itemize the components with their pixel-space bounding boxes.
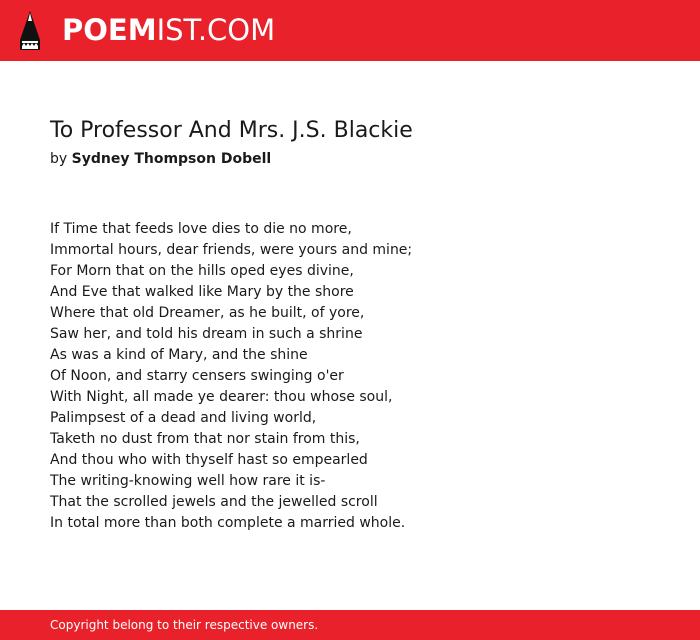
logo-bold-text: POEM <box>62 13 157 47</box>
poem-line: Where that old Dreamer, as he built, of yore, <box>50 305 365 321</box>
site-logo-text <box>62 10 275 51</box>
poem-heading <box>50 116 670 169</box>
site-header <box>0 0 700 61</box>
poem-line: Saw her, and told his dream in such a shrine <box>50 326 363 342</box>
poem-line: And thou who with thyself hast so empearled <box>50 452 368 468</box>
logo-light-text: IST.COM <box>156 13 276 47</box>
poem-line: The writing-knowing well how rare it is- <box>50 473 326 489</box>
poem-line: If Time that feeds love dies to die no more, <box>50 221 352 237</box>
poem-line: Taketh no dust from that nor stain from this, <box>50 431 360 447</box>
by-label: by <box>50 151 68 167</box>
site-footer <box>0 610 700 640</box>
poem-body <box>50 219 670 534</box>
pen-nib-icon <box>18 10 42 51</box>
poem-title: To Professor And Mrs. J.S. Blackie <box>50 118 413 143</box>
byline <box>50 149 670 169</box>
poem-line: With Night, all made ye dearer: thou whose soul, <box>50 389 393 405</box>
poem-line: Of Noon, and starry censers swinging o'er <box>50 368 344 384</box>
poem-line: In total more than both complete a married whole. <box>50 515 406 531</box>
poem-line: Palimpsest of a dead and living world, <box>50 410 317 426</box>
poem-line: As was a kind of Mary, and the shine <box>50 347 308 363</box>
poem-line: For Morn that on the hills oped eyes divine, <box>50 263 354 279</box>
poem-line: And Eve that walked like Mary by the shore <box>50 284 354 300</box>
copyright-notice: Copyright belong to their respective owners. <box>50 618 319 632</box>
poem-line: Immortal hours, dear friends, were yours and mine; <box>50 242 413 258</box>
site-logo-link[interactable] <box>18 10 275 51</box>
author-name: Sydney Thompson Dobell <box>71 151 272 167</box>
poem-line: That the scrolled jewels and the jewelled scroll <box>50 494 378 510</box>
